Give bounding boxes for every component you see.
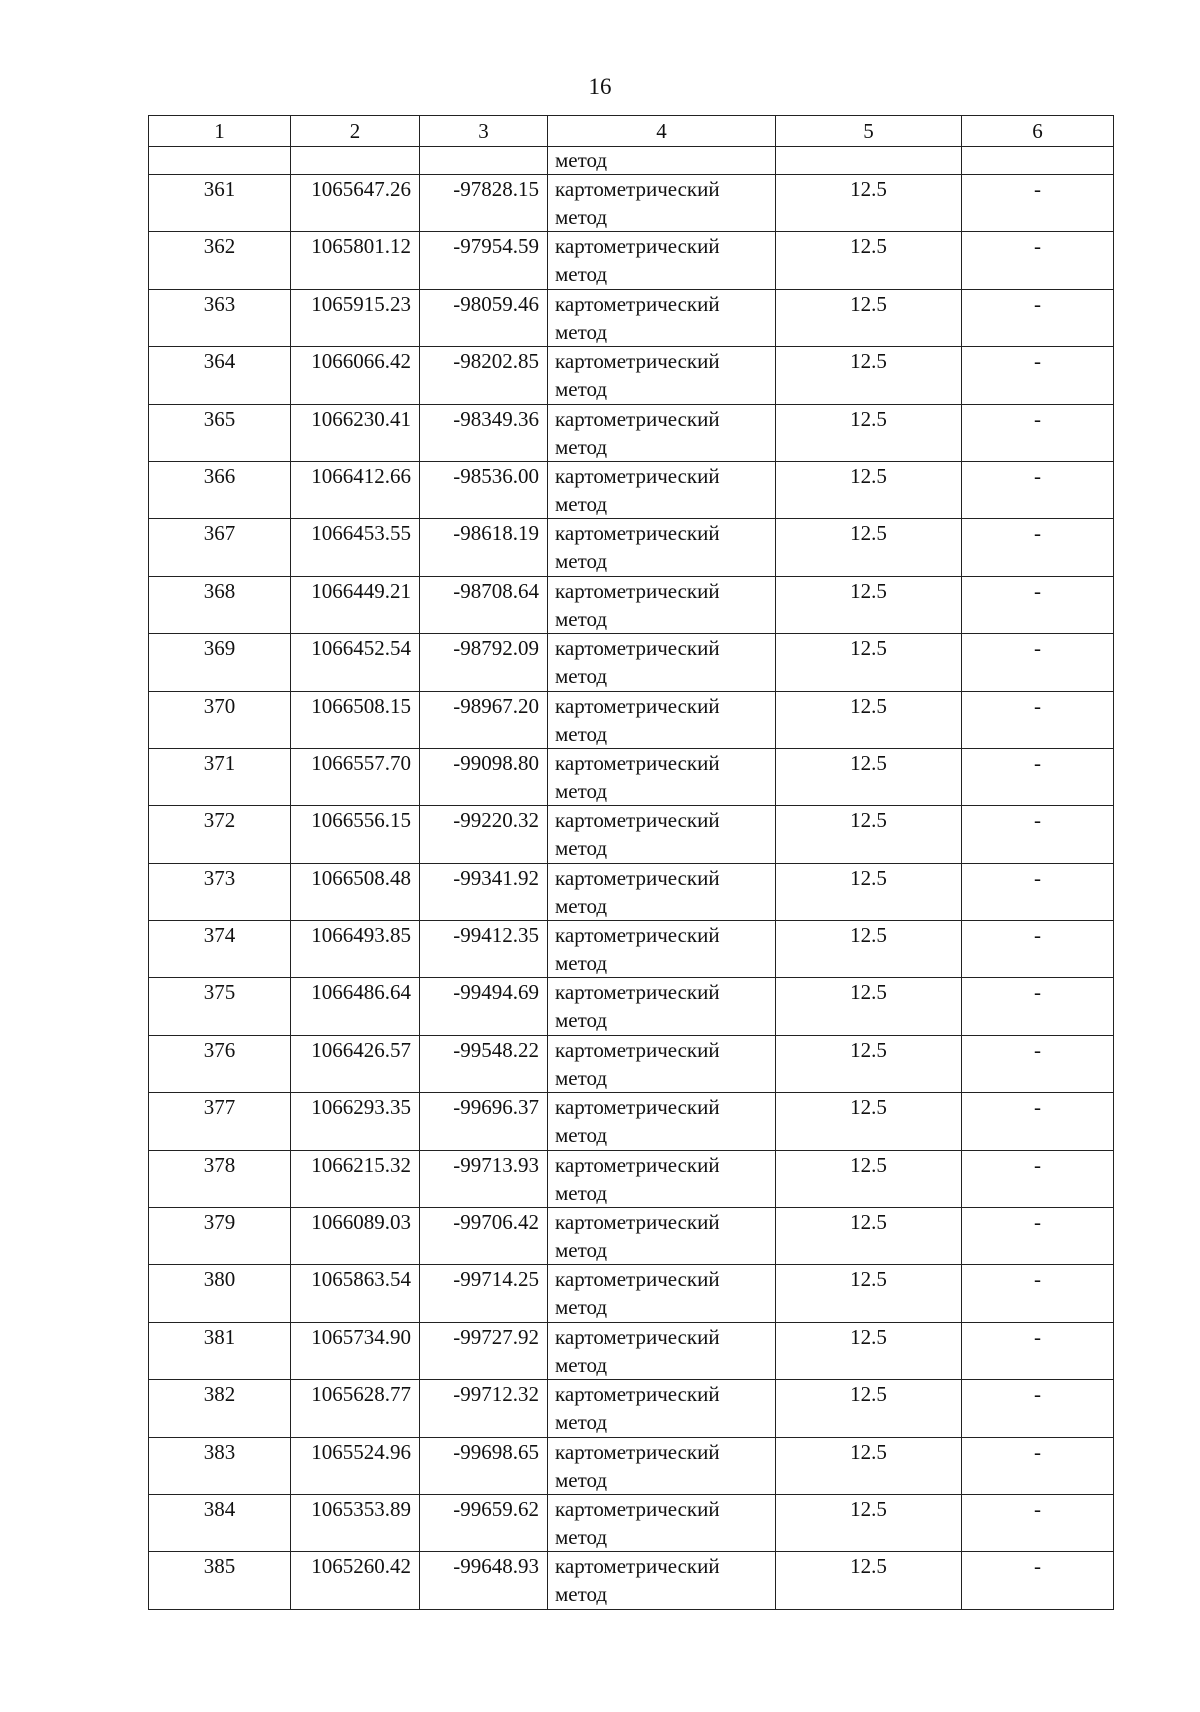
- method-cell: [548, 921, 776, 978]
- method-line-2: метод: [555, 893, 608, 918]
- point-number-cell: 371: [149, 748, 291, 805]
- description-cell: -: [962, 1265, 1114, 1322]
- point-number-cell: 373: [149, 863, 291, 920]
- table-row: [149, 576, 1114, 633]
- accuracy-cell: 12.5: [776, 1150, 962, 1207]
- y-coordinate-cell: -98967.20: [420, 691, 548, 748]
- method-line-1: картометрический: [555, 1152, 720, 1177]
- accuracy-cell: 12.5: [776, 519, 962, 576]
- method-line-2: метод: [555, 606, 608, 631]
- x-coordinate-cell: 1066066.42: [291, 347, 420, 404]
- table-row: [149, 1208, 1114, 1265]
- column-header-4: 4: [548, 116, 776, 147]
- method-cell: [548, 806, 776, 863]
- x-coordinate-cell: 1065628.77: [291, 1380, 420, 1437]
- method-cell: [548, 347, 776, 404]
- table-row: [149, 1150, 1114, 1207]
- accuracy-cell: 12.5: [776, 1437, 962, 1494]
- page-number: 16: [588, 74, 612, 99]
- description-cell: -: [962, 1035, 1114, 1092]
- x-coordinate-cell: 1066453.55: [291, 519, 420, 576]
- method-line-1: картометрический: [555, 1267, 720, 1292]
- continuation-cell-5: [776, 147, 962, 175]
- x-coordinate-cell: 1065734.90: [291, 1322, 420, 1379]
- method-line-1: картометрический: [555, 1210, 720, 1235]
- table-row: [149, 1265, 1114, 1322]
- accuracy-cell: 12.5: [776, 1552, 962, 1609]
- method-cell: [548, 1552, 776, 1609]
- continuation-cell-3: [420, 147, 548, 175]
- accuracy-cell: 12.5: [776, 691, 962, 748]
- accuracy-cell: 12.5: [776, 1035, 962, 1092]
- point-number-cell: 385: [149, 1552, 291, 1609]
- table-row: [149, 232, 1114, 289]
- method-cell: [548, 1494, 776, 1551]
- table-row: [149, 978, 1114, 1035]
- description-cell: -: [962, 1494, 1114, 1551]
- point-number-cell: 369: [149, 634, 291, 691]
- description-cell: -: [962, 691, 1114, 748]
- x-coordinate-cell: 1065801.12: [291, 232, 420, 289]
- accuracy-cell: 12.5: [776, 921, 962, 978]
- accuracy-cell: 12.5: [776, 978, 962, 1035]
- method-line-1: картометрический: [555, 349, 720, 374]
- accuracy-cell: 12.5: [776, 1265, 962, 1322]
- table-row: [149, 863, 1114, 920]
- description-cell: -: [962, 232, 1114, 289]
- method-line-2: метод: [555, 319, 608, 344]
- table-row: [149, 806, 1114, 863]
- x-coordinate-cell: 1065353.89: [291, 1494, 420, 1551]
- column-header-2: 2: [291, 116, 420, 147]
- description-cell: -: [962, 1093, 1114, 1150]
- x-coordinate-cell: 1065524.96: [291, 1437, 420, 1494]
- method-cell: [548, 404, 776, 461]
- x-coordinate-cell: 1066508.15: [291, 691, 420, 748]
- accuracy-cell: 12.5: [776, 404, 962, 461]
- accuracy-cell: 12.5: [776, 1093, 962, 1150]
- continuation-cell-1: [149, 147, 291, 175]
- x-coordinate-cell: 1066557.70: [291, 748, 420, 805]
- point-number-cell: 363: [149, 289, 291, 346]
- method-line-2: метод: [555, 836, 608, 861]
- description-cell: -: [962, 806, 1114, 863]
- y-coordinate-cell: -97954.59: [420, 232, 548, 289]
- y-coordinate-cell: -99494.69: [420, 978, 548, 1035]
- point-number-cell: 382: [149, 1380, 291, 1437]
- method-cell: [548, 519, 776, 576]
- table-row: [149, 1322, 1114, 1379]
- y-coordinate-cell: -98059.46: [420, 289, 548, 346]
- method-line-2: метод: [555, 1065, 608, 1090]
- x-coordinate-cell: 1065260.42: [291, 1552, 420, 1609]
- method-line-1: картометрический: [555, 808, 720, 833]
- description-cell: -: [962, 1208, 1114, 1265]
- y-coordinate-cell: -99698.65: [420, 1437, 548, 1494]
- x-coordinate-cell: 1066412.66: [291, 461, 420, 518]
- table-row: [149, 1494, 1114, 1551]
- method-line-1: картометрический: [555, 1496, 720, 1521]
- description-cell: -: [962, 347, 1114, 404]
- table-row: [149, 691, 1114, 748]
- point-number-cell: 376: [149, 1035, 291, 1092]
- continuation-row: [149, 147, 1114, 175]
- method-cell: [548, 863, 776, 920]
- point-number-cell: 383: [149, 1437, 291, 1494]
- y-coordinate-cell: -99412.35: [420, 921, 548, 978]
- y-coordinate-cell: -99548.22: [420, 1035, 548, 1092]
- method-line-2: метод: [555, 205, 608, 229]
- method-line-2: метод: [555, 1524, 608, 1549]
- method-cell: [548, 1150, 776, 1207]
- method-line-2: метод: [555, 1238, 608, 1263]
- method-line-1: картометрический: [555, 177, 720, 201]
- table-row: [149, 461, 1114, 518]
- accuracy-cell: 12.5: [776, 1494, 962, 1551]
- description-cell: -: [962, 978, 1114, 1035]
- point-number-cell: 365: [149, 404, 291, 461]
- x-coordinate-cell: 1066452.54: [291, 634, 420, 691]
- x-coordinate-cell: 1066508.48: [291, 863, 420, 920]
- method-cell: [548, 1208, 776, 1265]
- point-number-cell: 364: [149, 347, 291, 404]
- point-number-cell: 368: [149, 576, 291, 633]
- method-line-1: картометрический: [555, 1554, 720, 1579]
- coordinates-table: [148, 115, 1114, 1610]
- accuracy-cell: 12.5: [776, 232, 962, 289]
- accuracy-cell: 12.5: [776, 1380, 962, 1437]
- method-cell: [548, 1437, 776, 1494]
- description-cell: -: [962, 1380, 1114, 1437]
- accuracy-cell: 12.5: [776, 1322, 962, 1379]
- x-coordinate-cell: 1066089.03: [291, 1208, 420, 1265]
- point-number-cell: 362: [149, 232, 291, 289]
- accuracy-cell: 12.5: [776, 806, 962, 863]
- point-number-cell: 370: [149, 691, 291, 748]
- method-line-2: метод: [555, 549, 608, 574]
- method-line-2: метод: [555, 1582, 608, 1607]
- header-row: [149, 116, 1114, 147]
- point-number-cell: 380: [149, 1265, 291, 1322]
- y-coordinate-cell: -98536.00: [420, 461, 548, 518]
- accuracy-cell: 12.5: [776, 748, 962, 805]
- x-coordinate-cell: 1066426.57: [291, 1035, 420, 1092]
- x-coordinate-cell: 1066293.35: [291, 1093, 420, 1150]
- table-row: [149, 289, 1114, 346]
- point-number-cell: 361: [149, 175, 291, 232]
- method-line-2: метод: [555, 1467, 608, 1492]
- accuracy-cell: 12.5: [776, 461, 962, 518]
- table-row: [149, 1437, 1114, 1494]
- y-coordinate-cell: -99220.32: [420, 806, 548, 863]
- table-row: [149, 1380, 1114, 1437]
- continuation-method-cell: метод: [548, 147, 776, 175]
- method-cell: [548, 1380, 776, 1437]
- table-row: [149, 404, 1114, 461]
- continuation-cell-6: [962, 147, 1114, 175]
- description-cell: -: [962, 748, 1114, 805]
- description-cell: -: [962, 921, 1114, 978]
- y-coordinate-cell: -98349.36: [420, 404, 548, 461]
- table-row: [149, 1035, 1114, 1092]
- point-number-cell: 372: [149, 806, 291, 863]
- method-line-1: картометрический: [555, 750, 720, 775]
- method-cell: [548, 1035, 776, 1092]
- x-coordinate-cell: 1065863.54: [291, 1265, 420, 1322]
- y-coordinate-cell: -99659.62: [420, 1494, 548, 1551]
- point-number-cell: 384: [149, 1494, 291, 1551]
- column-header-6: 6: [962, 116, 1114, 147]
- method-line-2: метод: [555, 1180, 608, 1205]
- y-coordinate-cell: -99341.92: [420, 863, 548, 920]
- continuation-cell-2: [291, 147, 420, 175]
- method-line-1: картометрический: [555, 693, 720, 718]
- accuracy-cell: 12.5: [776, 634, 962, 691]
- method-line-1: картометрический: [555, 578, 720, 603]
- table-row: [149, 347, 1114, 404]
- column-header-1: 1: [149, 116, 291, 147]
- method-cell: [548, 175, 776, 232]
- method-cell: [548, 461, 776, 518]
- point-number-cell: 381: [149, 1322, 291, 1379]
- table-body: [149, 116, 1114, 1610]
- table-row: [149, 519, 1114, 576]
- method-cell: [548, 1093, 776, 1150]
- method-line-1: картометрический: [555, 1037, 720, 1062]
- description-cell: -: [962, 1322, 1114, 1379]
- x-coordinate-cell: 1065647.26: [291, 175, 420, 232]
- method-line-2: метод: [555, 262, 608, 287]
- table-row: [149, 175, 1114, 232]
- y-coordinate-cell: -98708.64: [420, 576, 548, 633]
- point-number-cell: 378: [149, 1150, 291, 1207]
- method-cell: [548, 289, 776, 346]
- y-coordinate-cell: -99648.93: [420, 1552, 548, 1609]
- method-line-2: метод: [555, 377, 608, 402]
- accuracy-cell: 12.5: [776, 175, 962, 232]
- method-line-1: картометрический: [555, 463, 720, 488]
- method-line-1: картометрический: [555, 1382, 720, 1407]
- table-row: [149, 634, 1114, 691]
- method-line-1: картометрический: [555, 1095, 720, 1120]
- method-line-2: метод: [555, 1352, 608, 1377]
- x-coordinate-cell: 1066230.41: [291, 404, 420, 461]
- point-number-cell: 377: [149, 1093, 291, 1150]
- y-coordinate-cell: -99727.92: [420, 1322, 548, 1379]
- accuracy-cell: 12.5: [776, 347, 962, 404]
- method-line-1: картометрический: [555, 1439, 720, 1464]
- x-coordinate-cell: 1066486.64: [291, 978, 420, 1035]
- table-row: [149, 748, 1114, 805]
- description-cell: -: [962, 461, 1114, 518]
- method-cell: [548, 748, 776, 805]
- method-line-1: картометрический: [555, 521, 720, 546]
- y-coordinate-cell: -98792.09: [420, 634, 548, 691]
- table-row: [149, 1552, 1114, 1609]
- description-cell: -: [962, 863, 1114, 920]
- y-coordinate-cell: -99696.37: [420, 1093, 548, 1150]
- method-line-1: картометрический: [555, 980, 720, 1005]
- description-cell: -: [962, 1150, 1114, 1207]
- point-number-cell: 374: [149, 921, 291, 978]
- y-coordinate-cell: -99098.80: [420, 748, 548, 805]
- y-coordinate-cell: -99712.32: [420, 1380, 548, 1437]
- x-coordinate-cell: 1065915.23: [291, 289, 420, 346]
- method-cell: [548, 978, 776, 1035]
- method-cell: [548, 1265, 776, 1322]
- x-coordinate-cell: 1066449.21: [291, 576, 420, 633]
- method-cell: [548, 1322, 776, 1379]
- method-line-2: метод: [555, 1295, 608, 1320]
- table-row: [149, 1093, 1114, 1150]
- point-number-cell: 375: [149, 978, 291, 1035]
- method-line-2: метод: [555, 664, 608, 689]
- method-line-2: метод: [555, 434, 608, 459]
- method-line-1: картометрический: [555, 1324, 720, 1349]
- method-line-1: картометрический: [555, 923, 720, 948]
- column-header-5: 5: [776, 116, 962, 147]
- description-cell: -: [962, 404, 1114, 461]
- y-coordinate-cell: -99706.42: [420, 1208, 548, 1265]
- y-coordinate-cell: -99713.93: [420, 1150, 548, 1207]
- method-line-1: картометрический: [555, 291, 720, 316]
- y-coordinate-cell: -98618.19: [420, 519, 548, 576]
- method-cell: [548, 634, 776, 691]
- point-number-cell: 379: [149, 1208, 291, 1265]
- method-line-1: картометрический: [555, 406, 720, 431]
- description-cell: -: [962, 1552, 1114, 1609]
- accuracy-cell: 12.5: [776, 863, 962, 920]
- method-line-2: метод: [555, 1123, 608, 1148]
- point-number-cell: 367: [149, 519, 291, 576]
- method-line-2: метод: [555, 1008, 608, 1033]
- y-coordinate-cell: -97828.15: [420, 175, 548, 232]
- description-cell: -: [962, 175, 1114, 232]
- method-line-1: картометрический: [555, 865, 720, 890]
- method-line-2: метод: [555, 1410, 608, 1435]
- accuracy-cell: 12.5: [776, 289, 962, 346]
- method-cell: [548, 691, 776, 748]
- description-cell: -: [962, 289, 1114, 346]
- method-line-2: метод: [555, 721, 608, 746]
- accuracy-cell: 12.5: [776, 1208, 962, 1265]
- column-header-3: 3: [420, 116, 548, 147]
- method-line-2: метод: [555, 491, 608, 516]
- x-coordinate-cell: 1066556.15: [291, 806, 420, 863]
- method-line-2: метод: [555, 778, 608, 803]
- x-coordinate-cell: 1066215.32: [291, 1150, 420, 1207]
- method-line-2: метод: [555, 951, 608, 976]
- point-number-cell: 366: [149, 461, 291, 518]
- y-coordinate-cell: -98202.85: [420, 347, 548, 404]
- method-line-1: картометрический: [555, 636, 720, 661]
- x-coordinate-cell: 1066493.85: [291, 921, 420, 978]
- description-cell: -: [962, 634, 1114, 691]
- accuracy-cell: 12.5: [776, 576, 962, 633]
- method-cell: [548, 576, 776, 633]
- method-cell: [548, 232, 776, 289]
- description-cell: -: [962, 519, 1114, 576]
- y-coordinate-cell: -99714.25: [420, 1265, 548, 1322]
- table-row: [149, 921, 1114, 978]
- description-cell: -: [962, 576, 1114, 633]
- description-cell: -: [962, 1437, 1114, 1494]
- method-line-1: картометрический: [555, 234, 720, 259]
